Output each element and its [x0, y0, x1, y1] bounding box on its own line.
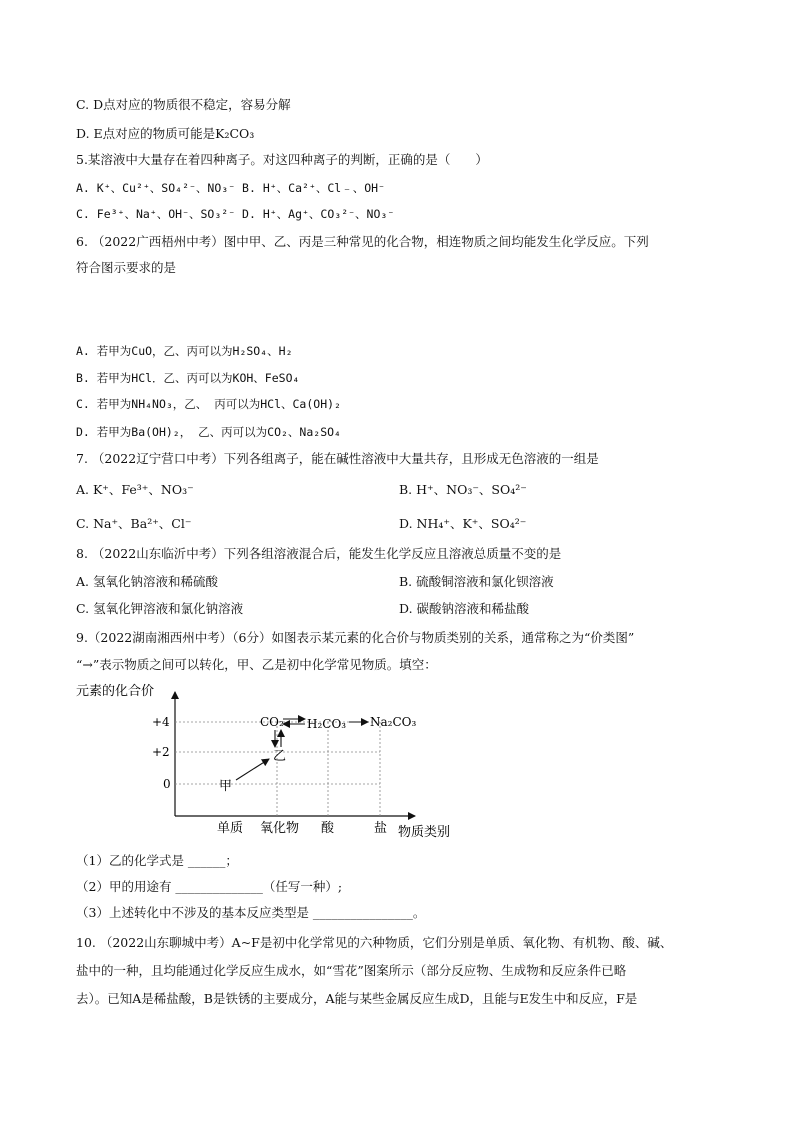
q6-option-c: C. 若甲为NH₄NO₃，乙、 丙可以为HCl、Ca(OH)₂: [76, 397, 341, 411]
q7-option-b: B. H⁺、NO₃⁻、SO₄²⁻: [399, 482, 527, 497]
point-h2co3: H₂CO₃: [307, 717, 347, 731]
y-tick-plus4: +4: [152, 715, 170, 729]
q8-option-c: C. 氢氧化钾溶液和氯化钠溶液: [76, 601, 244, 616]
x-tick-oxide: 氧化物: [260, 821, 300, 836]
q8-option-d: D. 碳酸钠溶液和稀盐酸: [399, 601, 530, 616]
x-tick-salt: 盐: [374, 821, 388, 836]
y-tick-plus2: +2: [152, 745, 170, 759]
q4-option-d: D. E点对应的物质可能是K₂CO₃: [76, 126, 255, 141]
q4-option-c: C. D点对应的物质很不稳定，容易分解: [76, 97, 291, 112]
point-yi: 乙: [273, 749, 287, 764]
q9-stem-line1: 9.（2022湖南湘西州中考）（6分）如图表示某元素的化合价与物质类别的关系，通常称之为“价类图”: [76, 630, 635, 645]
y-axis-label: 元素的化合价: [76, 684, 155, 699]
grid-lines: [175, 722, 380, 816]
q9-stem-line2: “→”表示物质之间可以转化，甲、乙是初中化学常见物质。填空：: [76, 657, 437, 672]
q6-option-d: D. 若甲为Ba(OH)₂， 乙、丙可以为CO₂、Na₂SO₄: [76, 425, 341, 439]
q7-stem: 7. （2022辽宁营口中考）下列各组离子，能在碱性溶液中大量共存，且形成无色溶液的一组是: [76, 451, 599, 466]
x-tick-acid: 酸: [321, 821, 335, 836]
valence-chart-svg: [70, 680, 470, 840]
q9-sub3: （3）上述转化中不涉及的基本反应类型是 ________________。: [76, 905, 426, 920]
q6-stem-line2: 符合图示要求的是: [76, 260, 177, 275]
valence-category-diagram: [70, 680, 470, 840]
q9-sub2: （2）甲的用途有 ______________（任写一种）;: [76, 879, 343, 894]
y-tick-0: 0: [163, 777, 171, 791]
q5-options-ab: A. K⁺、Cu²⁺、SO₄²⁻、NO₃⁻ B. H⁺、Ca²⁺、Cl﹣、OH⁻: [76, 181, 385, 195]
q5-options-cd: C. Fe³⁺、Na⁺、OH⁻、SO₃²⁻ D. H⁺、Ag⁺、CO₃²⁻、NO₃⁻: [76, 207, 395, 221]
q8-option-b: B. 硫酸铜溶液和氯化钡溶液: [399, 574, 554, 589]
q7-option-d: D. NH₄⁺、K⁺、SO₄²⁻: [399, 516, 527, 531]
arrow-jia-to-yi: [236, 759, 269, 780]
q6-option-b: B. 若甲为HCl．乙、丙可以为KOH、FeSO₄: [76, 371, 300, 385]
x-tick-element: 单质: [217, 821, 244, 836]
q6-stem-line1: 6. （2022广西梧州中考）图中甲、乙、丙是三种常见的化合物，相连物质之间均能发生化学反应。下列: [76, 234, 649, 249]
q10-line2: 盐中的一种，且均能通过化学反应生成水，如“雪花”图案所示（部分反应物、生成物和反应条件已略: [76, 963, 627, 978]
point-jia: 甲: [219, 779, 233, 794]
q7-option-c: C. Na⁺、Ba²⁺、Cl⁻: [76, 516, 192, 531]
x-axis-label: 物质类别: [398, 825, 451, 840]
q6-option-a: A. 若甲为CuO，乙、丙可以为H₂SO₄、H₂: [76, 344, 293, 358]
q8-stem: 8. （2022山东临沂中考）下列各组溶液混合后，能发生化学反应且溶液总质量不变的是: [76, 546, 562, 561]
q7-option-a: A. K⁺、Fe³⁺、NO₃⁻: [76, 482, 194, 497]
q10-line1: 10. （2022山东聊城中考）A~F是初中化学常见的六种物质，它们分别是单质、氧化物、有机物、酸、碱、: [76, 935, 673, 950]
q10-line3: 去）。已知A是稀盐酸，B是铁锈的主要成分，A能与某些金属反应生成D，且能与E发生中和反应，F是: [76, 991, 638, 1006]
point-na2co3: Na₂CO₃: [370, 715, 417, 729]
q9-sub1: （1）乙的化学式是 ______；: [76, 853, 238, 868]
point-co2: CO₂: [260, 715, 284, 729]
q5-stem: 5.某溶液中大量存在着四种离子。对这四种离子的判断，正确的是（ ）: [76, 152, 488, 167]
q8-option-a: A. 氢氧化钠溶液和稀硫酸: [76, 574, 218, 589]
